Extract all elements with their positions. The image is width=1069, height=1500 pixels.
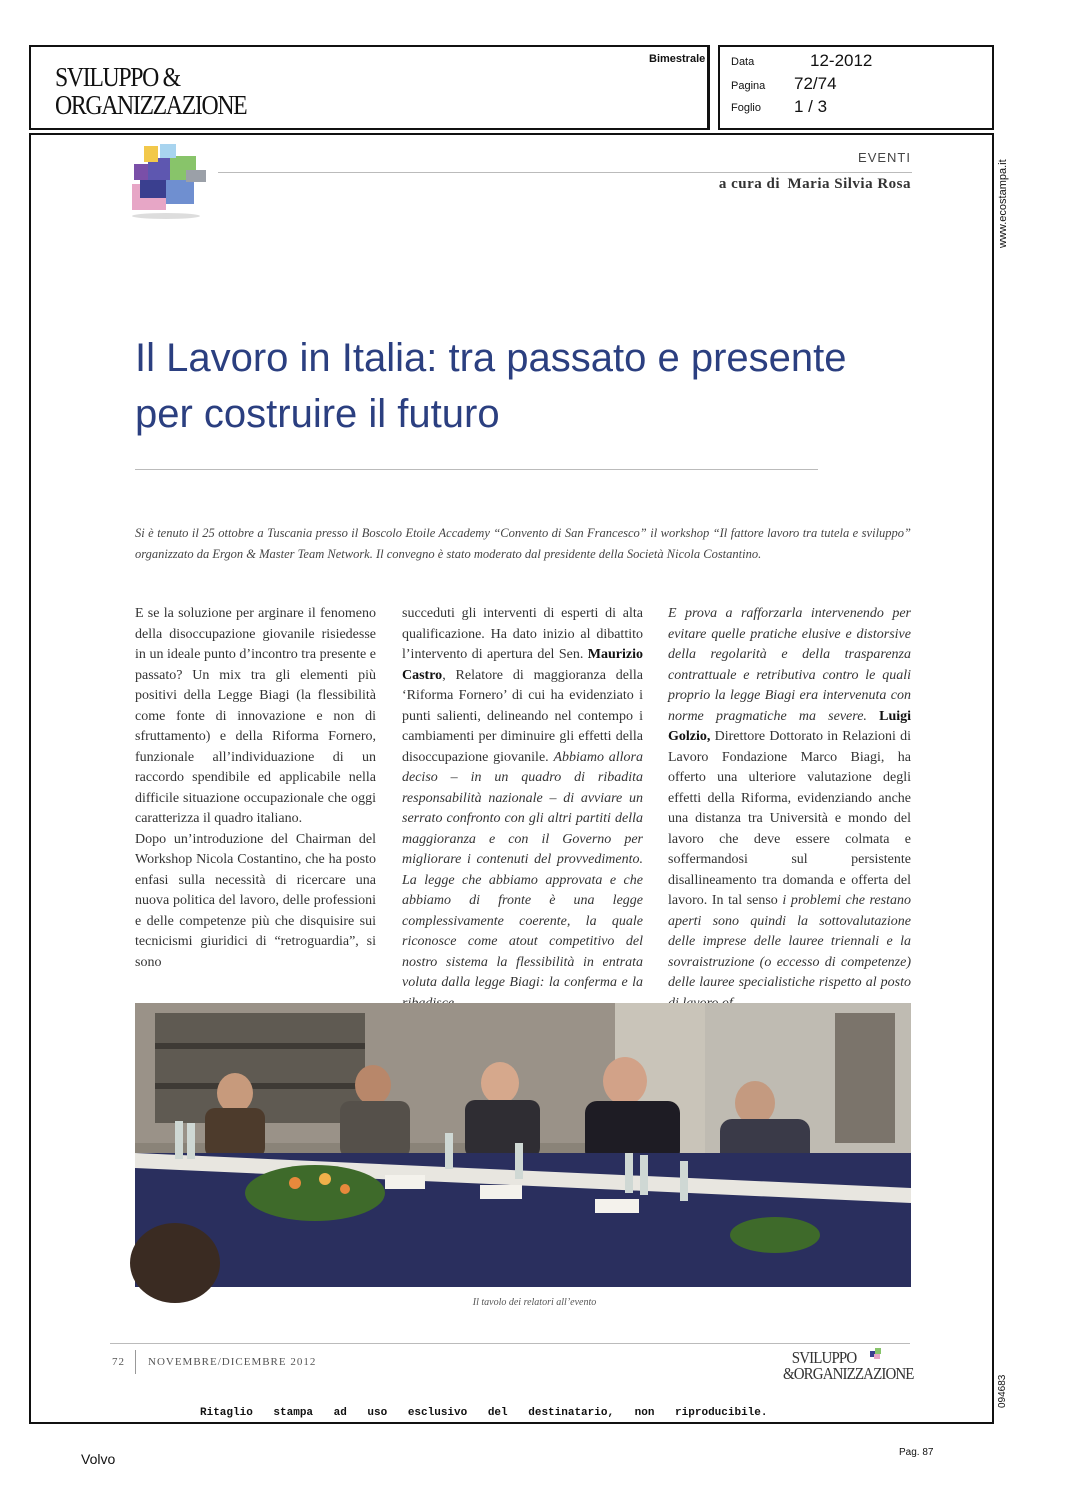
website-vertical: www.ecostampa.it — [997, 159, 1009, 248]
clipping-disclaimer: Ritaglio stampa ad uso esclusivo del destinatario, non riproducibile. — [200, 1407, 768, 1419]
col2-text-a: succeduti gli interventi di esperti di alta qualificazione. Ha dato inizio al dibattito l’intervento di apertura del Sen. — [402, 606, 643, 662]
column-2 — [402, 604, 643, 1000]
col3-quote: E prova a rafforzarla intervenendo per evitare quelle pratiche elusive e distorsive della regolarità e della trasparenza contrattuale e retributiva contro le quali proprio la legge Biagi era intervenuta con norme pragmatiche ma severe. — [668, 606, 911, 724]
title-line2: per costruire il futuro — [135, 392, 500, 436]
title-line1: Il Lavoro in Italia: tra passato e presente — [135, 336, 847, 380]
photo-caption: Il tavolo dei relatori all’evento — [472, 1297, 597, 1308]
footer-rule — [110, 1343, 910, 1344]
column-3 — [668, 604, 911, 1000]
data-value: 12-2012 — [810, 51, 873, 70]
article-title — [135, 330, 925, 442]
col1-paragraph-1: E se la soluzione per arginare il fenomeno della disoccupazione giovanile risiedesse in un ideale punto d’incontro tra presente e passato? Un mix tra gli elementi più positivi della Legge Biagi (la flessibilità come fonte di innovazione e non di sfruttamento) e della Riforma Fornero, funzionale all’individuazione di un raccordo spendibile ed applicabile nella difficile situazione occupazionale che oggi caratterizza il quadro italiano. — [135, 606, 376, 826]
foglio-value: 1 / 3 — [794, 97, 828, 116]
article-intro: Si è tenuto il 25 ottobre a Tuscania presso il Boscolo Etoile Accademy “Convento di San Francesco” il workshop “Il fattore lavoro tra tutela e sviluppo” organizzato da Ergon & Master Team Network. Il convegno è stato moderato dal presidente della Società Nicola Costantino. — [135, 526, 911, 561]
section-label: EVENTI — [858, 150, 911, 165]
col3-paragraph — [668, 604, 911, 1014]
header-meta-box — [718, 45, 994, 130]
section-rule — [218, 172, 912, 173]
footer-cube-icon — [868, 1345, 884, 1361]
pagina-label: Pagina — [731, 80, 766, 92]
cube-logo-icon — [126, 140, 212, 220]
header-masthead-box — [29, 45, 710, 130]
col3-speaker-name: Luigi Golzio, — [668, 708, 912, 744]
col2-quote: Abbiamo allora deciso – in un quadro di ribadita responsabilità nazionale – di avviare un serrato confronto con gli altri partiti della maggioranza e con il Governo per migliorare i contenuti del provvedimento. La legge che abbiamo approvata e che abbiamo di fronte è una legge complessivamente coerente, la quale riconosce come atout competitivo del nostro sistema la flessibilità in entrata voluta dalla legge Biagi: la conferma e la — [402, 749, 644, 990]
event-photo — [135, 1003, 911, 1287]
footer-mast-line1: SVILUPPO — [791, 1348, 857, 1367]
masthead-line1: SVILUPPO & — [55, 62, 180, 92]
title-rule — [135, 469, 818, 470]
masthead-line2: ORGANIZZAZIONE — [55, 90, 247, 120]
footer-issue: NOVEMBRE/DICEMBRE 2012 — [148, 1356, 317, 1368]
foglio-label: Foglio — [731, 102, 761, 114]
footer-masthead — [783, 1350, 914, 1382]
client-name: Volvo — [81, 1451, 116, 1467]
code-vertical: 094683 — [997, 1374, 1008, 1408]
pagina-value: 72/74 — [794, 74, 837, 93]
frequency-label: Bimestrale — [649, 53, 706, 65]
curator-prefix: a cura di — [718, 176, 780, 192]
curator-name: Maria Silvia Rosa — [787, 176, 911, 192]
column-1 — [135, 604, 376, 1000]
curator-line — [719, 176, 911, 193]
footer-page-number: 72 — [112, 1356, 125, 1368]
col2-paragraph — [402, 604, 643, 1014]
data-label: Data — [731, 56, 755, 68]
col3-text: Direttore Dottorato in Relazioni di Lavoro Fondazione Marco Biagi, ha offerto una ulteriore valutazione degli effetti della Riforma, evidenziando anche una distanza tra Università e mondo del lavoro che deve essere colmata e soffermandosi sul persistente disallineamento tra domanda e offerta del lavoro. In tal senso — [668, 729, 911, 908]
bottom-page: Pag. 87 — [899, 1447, 934, 1458]
footer-mast-line2: &ORGANIZZAZIONE — [783, 1364, 914, 1383]
col3-quote-2: i problemi che restano aperti sono quindi la sottovalutazione delle imprese delle lauree triennali e la sovraistruzione (o eccesso di competenze) delle lauree specialistiche rispetto al posto — [668, 893, 911, 990]
footer-divider — [135, 1350, 136, 1374]
col2-text-b: , Relatore di maggioranza della ‘Riforma Fornero’ di cui ha evidenziato i punti salienti, delineando nel contempo i cambiamenti per diminuire gli effetti della disoccupazione giovanile. — [402, 667, 643, 765]
col1-paragraph-2: Dopo un’introduzione del Chairman del Workshop Nicola Costantino, che ha posto enfasi sulla necessità di ricercare una nuova politica del lavoro, delle professioni e delle competenze più che disquisire sui tecnicismi giuridici di “retroguardia”, si sono — [135, 831, 376, 970]
col2-speaker-name: Maurizio Castro — [402, 647, 643, 683]
header-divider — [707, 47, 708, 128]
masthead-title — [55, 63, 246, 119]
